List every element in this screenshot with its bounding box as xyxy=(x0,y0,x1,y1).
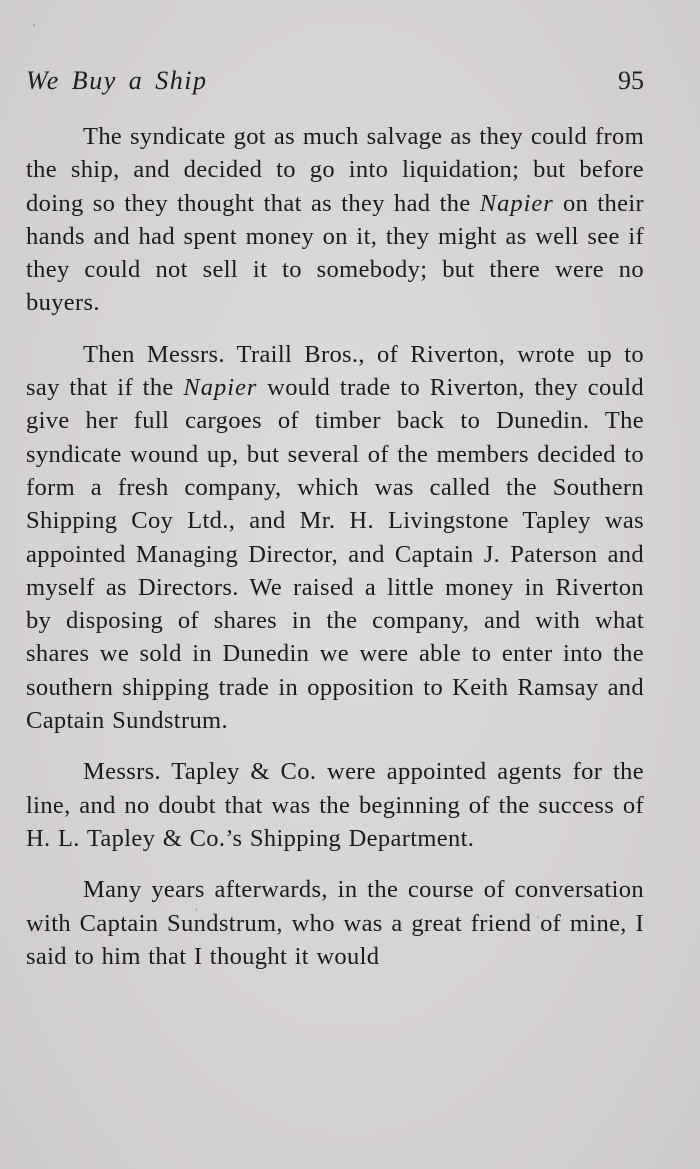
ship-name: Napier xyxy=(183,374,258,402)
text-run: Messrs. Tapley & Co. were appointed agents for the line, and no doubt that was the beginning of the success of H. L. Tapley & Co.’s Shipping Department. xyxy=(26,758,644,852)
text-run: The syndicate got as much salvage as they could from the ship, and decided to go into liquidation; but before doing so they thought that as they had the xyxy=(26,123,644,217)
chapter-title: We Buy a Ship xyxy=(26,66,208,95)
text-run: on their hands and had spent money on it, they might as well see if they could not sell it to somebody; but there were no buyers. xyxy=(26,189,644,317)
paragraph xyxy=(26,120,644,320)
text-run: Many years afterwards, in the course of conversation with Captain Sundstrum, who was a great friend of mine, I said to him that I thought it would xyxy=(26,876,644,970)
paragraph xyxy=(26,755,644,855)
text-run: would trade to Riverton, they could give her full cargoes of timber back to Dunedin. The syndicate wound up, but several of the members decided to form a fresh company, which was called the Southern Shipping Coy Ltd., and Mr. H. Livingstone Tapley was appointed Managing Director, and Captain J. Paterson and myself as Directors. We raised a little money in Riverton by disposing of shares in the company, and with what shares we sold in Dunedin we were able to enter into the southern shipping trade in opposition to Keith Ramsay and Captain Sundstrum. xyxy=(26,374,644,735)
ship-name: Napier xyxy=(479,189,554,217)
paragraph xyxy=(26,338,644,738)
text-run: Then Messrs. Traill Bros., of Riverton, wrote up to say that if the xyxy=(26,340,644,402)
paper-speck xyxy=(33,24,35,26)
paragraph xyxy=(26,873,644,973)
page-number: 95 xyxy=(618,66,644,95)
body-text xyxy=(26,120,644,973)
running-head xyxy=(26,66,644,100)
